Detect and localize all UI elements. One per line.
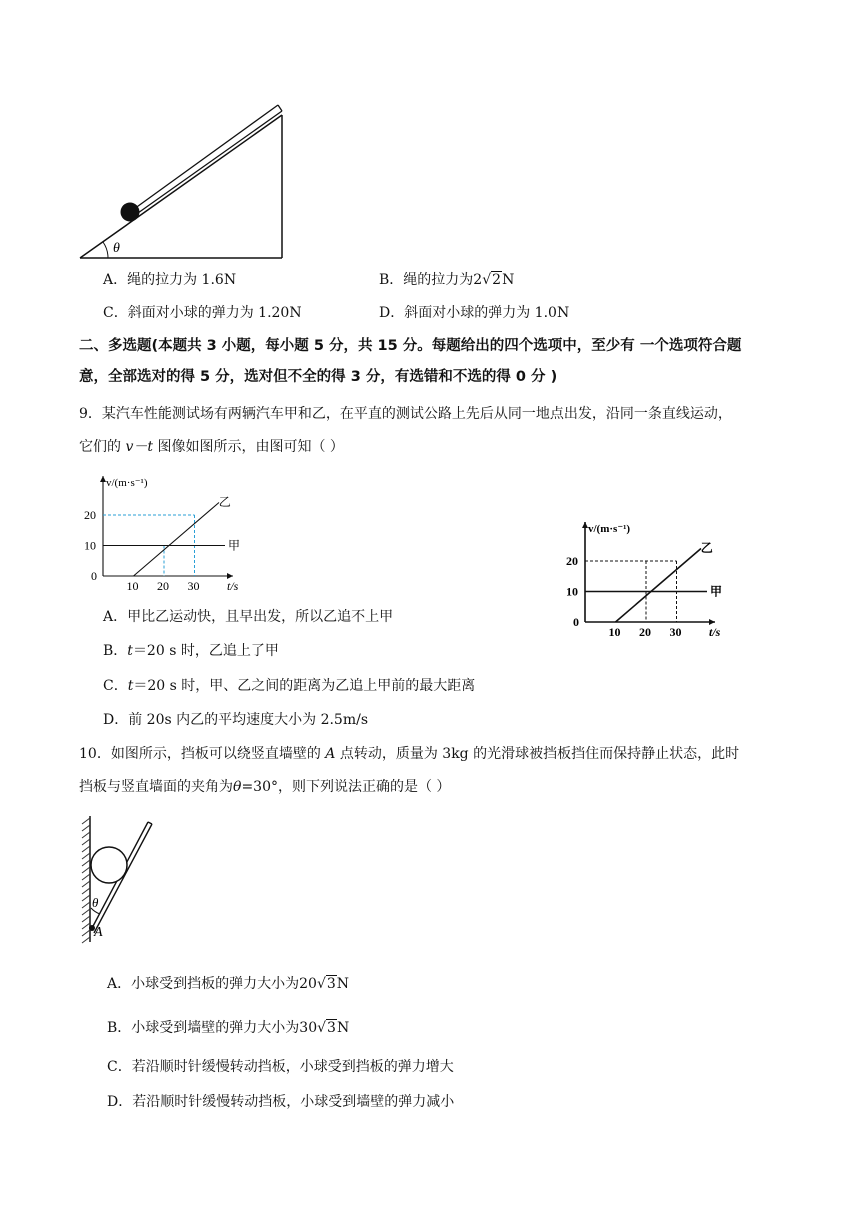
sqrt-icon: √ <box>317 1020 327 1036</box>
wall-hatch-line <box>82 853 90 859</box>
series-jia-label: 甲 <box>228 538 241 553</box>
q8-option-b-coef: 2 <box>473 272 483 288</box>
q9-option-c <box>103 676 475 696</box>
q9-option-b-var: t <box>127 643 133 659</box>
x-tick-label: 30 <box>669 625 682 639</box>
q10-stem-line2-pre: 挡板与竖直墙面的夹角为 <box>79 779 233 795</box>
wall-ball <box>91 847 127 883</box>
vt-graph-1 <box>78 470 248 595</box>
x-tick-label: 20 <box>639 625 651 639</box>
x-tick-label: 10 <box>608 625 621 639</box>
q10-stem-line2-post: =30°，则下列说法正确的是（ ） <box>241 779 451 795</box>
wall-hatch-line <box>82 881 90 887</box>
q8-option-d: D．斜面对小球的弹力为 1.0N <box>379 305 570 321</box>
wall-hatch-line <box>82 818 90 824</box>
wall-hatch-line <box>82 930 90 936</box>
incline-ball <box>121 203 140 222</box>
sqrt-icon: √ <box>482 272 492 288</box>
q10-option-a-coef: 20 <box>299 976 317 992</box>
q9-option-c-pre: C． <box>103 678 128 694</box>
incline-rope-upper <box>134 105 278 209</box>
q10-stem-line2-var: θ <box>233 779 242 795</box>
series-jia-label: 甲 <box>710 584 723 599</box>
incline-slope <box>80 115 282 258</box>
q10-stem-line1 <box>79 744 739 764</box>
wall-hatch-line <box>82 902 90 908</box>
q9-stem-line2 <box>79 437 344 457</box>
q10-option-a-radicand: 3 <box>326 976 336 992</box>
q10-option-d: D．若沿顺时针缓慢转动挡板，小球受到墙壁的弹力减小 <box>107 1094 455 1110</box>
wall-hatch-line <box>82 832 90 838</box>
y-tick-label: 0 <box>573 615 579 629</box>
sqrt-icon: √ <box>316 976 326 992</box>
wall-hatch-line <box>82 825 90 831</box>
wall-hatch-line <box>82 916 90 922</box>
q10-option-a-unit: N <box>336 976 350 992</box>
section2-heading-line2: 意，全部选对的得 5 分，选对但不全的得 3 分，有选错和不选的得 0 分 ) <box>79 369 558 385</box>
y-tick-label: 10 <box>566 584 578 599</box>
wall-hatch-line <box>82 909 90 915</box>
q10-option-b-coef: 30 <box>299 1020 318 1036</box>
incline-rope-lower <box>138 111 282 213</box>
y-tick-label: 0 <box>91 569 97 583</box>
q8-option-b-text: B．绳的拉力为 <box>379 272 474 288</box>
q10-option-b-text: B．小球受到墙壁的弹力大小为 <box>107 1020 300 1036</box>
baffle-top-edge <box>148 822 152 824</box>
q8-option-b-unit: N <box>502 272 515 288</box>
q8-option-b-radicand: 2 <box>492 272 502 288</box>
series-yi-label: 乙 <box>218 494 231 509</box>
q9-stem-line2-pre: 它们的 <box>79 439 126 455</box>
q9-option-b <box>103 641 279 661</box>
q9-option-c-post: ＝20 s 时，甲、乙之间的距离为乙追上甲前的最大距离 <box>133 678 476 694</box>
q9-option-c-var: t <box>127 678 134 694</box>
x-axis-label: t/s <box>227 579 239 593</box>
x-tick-label: 30 <box>187 579 200 593</box>
wall-hatch-line <box>82 874 90 880</box>
incline-rope-end <box>278 105 282 111</box>
series-yi-label: 乙 <box>700 540 713 555</box>
wall-hatch-line <box>82 895 90 901</box>
incline-angle-arc <box>103 242 108 258</box>
q10-option-b-unit: N <box>336 1020 350 1036</box>
vt-graph-2 <box>560 516 730 641</box>
x-tick-label: 10 <box>126 579 139 593</box>
q9-option-d <box>103 710 368 730</box>
q9-option-d-text: D．前 20s 内乙的平均速度大小为 2.5m/s <box>103 712 369 728</box>
section2-heading-line1: 二、多选题(本题共 3 小题，每小题 5 分，共 15 分。每题给出的四个选项中，至少有 一个选项符合题 <box>79 338 742 354</box>
q10-option-b-radicand: 3 <box>327 1020 336 1036</box>
q10-stem-line1-post: 点转动，质量为 3kg 的光滑球被挡板挡住而保持静止状态，此时 <box>335 746 740 762</box>
q8-option-c: C．斜面对小球的弹力为 1.20N <box>103 305 302 321</box>
q9-option-b-post: ＝20 s 时，乙追上了甲 <box>132 643 279 659</box>
q10-option-a <box>107 974 349 994</box>
x-axis-label: t/s <box>709 625 721 639</box>
wall-hatch-line <box>82 860 90 866</box>
wall-hatch-line <box>82 923 90 929</box>
q10-stem-line1-pre: 10．如图所示，挡板可以绕竖直墙壁的 <box>79 746 326 762</box>
q9-stem-line2-post: 图像如图所示，由图可知（ ） <box>153 439 344 455</box>
q10-stem-line1-var: A <box>325 746 336 762</box>
wall-baffle-figure <box>72 812 162 952</box>
y-axis-label: v/(m·s⁻¹) <box>588 523 631 535</box>
wall-theta-label: θ <box>92 895 99 910</box>
q9-stem-line1: 9．某汽车性能测试场有两辆汽车甲和乙，在平直的测试公路上先后从同一地点出发，沿同一条直线运动， <box>79 406 732 422</box>
wall-hatch-line <box>82 846 90 852</box>
pivot-a-label: A <box>94 925 103 940</box>
series-yi-line <box>134 503 220 577</box>
q8-option-b <box>379 270 514 290</box>
y-tick-label: 10 <box>84 538 96 553</box>
q9-option-a-text: A．甲比乙运动快，且早出发，所以乙追不上甲 <box>103 609 394 625</box>
q9-stem-line2-var: v－t <box>125 439 153 455</box>
q9-option-a <box>103 607 393 627</box>
y-tick-label: 20 <box>84 508 96 522</box>
y-axis-label: v/(m·s⁻¹) <box>106 477 148 489</box>
q10-option-a-text: A．小球受到挡板的弹力大小为 <box>107 976 300 992</box>
wall-hatch-line <box>82 888 90 894</box>
wall-hatch-line <box>82 839 90 845</box>
wall-hatch-line <box>82 937 90 943</box>
q10-option-b <box>107 1018 349 1038</box>
series-yi-line <box>616 549 702 623</box>
x-tick-label: 20 <box>157 579 169 593</box>
incline-angle-label: θ <box>113 241 120 256</box>
q10-stem-line2 <box>79 777 450 797</box>
q8-option-a: A．绳的拉力为 1.6N <box>103 272 237 288</box>
wall-hatch-line <box>82 867 90 873</box>
incline-figure <box>78 100 288 262</box>
q10-option-c: C．若沿顺时针缓慢转动挡板，小球受到挡板的弹力增大 <box>107 1059 454 1075</box>
y-tick-label: 20 <box>566 554 578 568</box>
q9-option-b-pre: B． <box>103 643 128 659</box>
